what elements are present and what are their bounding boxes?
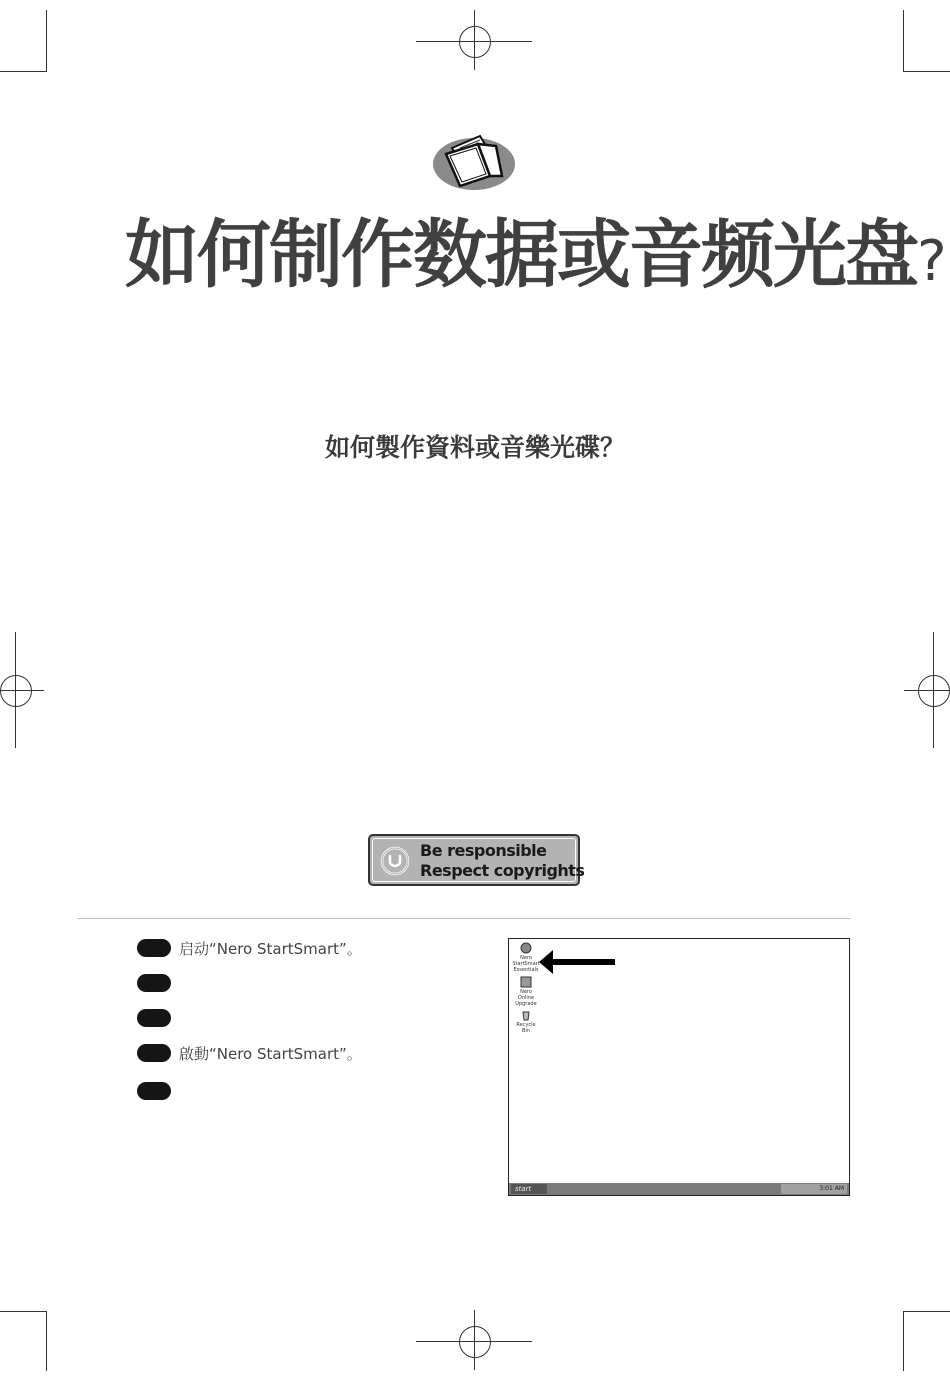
desktop-icon-recycle-bin[interactable]: [512, 1009, 540, 1034]
badge-text: [420, 841, 584, 881]
desktop-icon-nero-startsmart[interactable]: [512, 942, 540, 973]
desktop-icon-label: Nero Online Upgrade: [515, 989, 537, 1007]
crop-mark: [0, 71, 46, 72]
step-text: 啟動“Nero StartSmart”。: [179, 1045, 362, 1063]
language-tab-icon: [137, 974, 171, 992]
desktop-screenshot: [508, 938, 850, 1196]
recycle-bin-icon: [520, 1009, 532, 1021]
registration-mark: [918, 675, 950, 707]
taskbar: [509, 1183, 849, 1195]
nero-icon: [520, 942, 532, 954]
pointer-arrow-icon: [539, 949, 619, 975]
crop-mark: [46, 1311, 47, 1371]
copyright-badge: [368, 834, 585, 886]
crop-mark: [903, 1311, 904, 1371]
language-tab-icon: [137, 1044, 171, 1062]
main-title: [125, 205, 947, 305]
main-title-question: ?: [917, 229, 947, 294]
step-text: 启动“Nero StartSmart”。: [179, 940, 362, 958]
language-tab-icon: [137, 1082, 171, 1100]
smile-logo-icon: [380, 846, 410, 876]
crop-mark: [0, 1311, 46, 1312]
registration-line: [15, 632, 16, 748]
upgrade-icon: [520, 976, 532, 988]
crop-mark: [903, 10, 904, 72]
crop-mark: [904, 1311, 950, 1312]
badge-line-2: Respect copyrights: [420, 861, 585, 880]
language-tab-icon: [137, 939, 171, 957]
registration-line: [904, 690, 950, 691]
start-button[interactable]: start: [511, 1184, 547, 1194]
registration-line: [474, 1310, 475, 1370]
desktop-icon-nero-upgrade[interactable]: [512, 976, 540, 1007]
registration-line: [474, 10, 475, 70]
documents-folder-icon: [430, 130, 518, 192]
registration-line: [0, 690, 44, 691]
desktop-icon-label: Nero StartSmart Essentials: [512, 955, 540, 973]
badge-line-1: Be responsible: [420, 841, 547, 860]
registration-mark: [459, 26, 491, 58]
crop-mark: [46, 10, 47, 72]
language-tab-icon: [137, 1009, 171, 1027]
clock: 3:01 AM: [819, 1185, 844, 1192]
crop-mark: [904, 71, 950, 72]
registration-mark: [0, 675, 32, 707]
desktop-icon-label: Recycle Bin: [516, 1022, 536, 1034]
registration-mark: [459, 1326, 491, 1358]
sub-title: 如何製作資料或音樂光碟？: [324, 433, 625, 462]
main-title-text: 如何制作数据或音频光盘: [125, 212, 917, 298]
divider: [78, 918, 850, 919]
system-tray: [781, 1184, 847, 1194]
registration-line: [933, 632, 934, 748]
